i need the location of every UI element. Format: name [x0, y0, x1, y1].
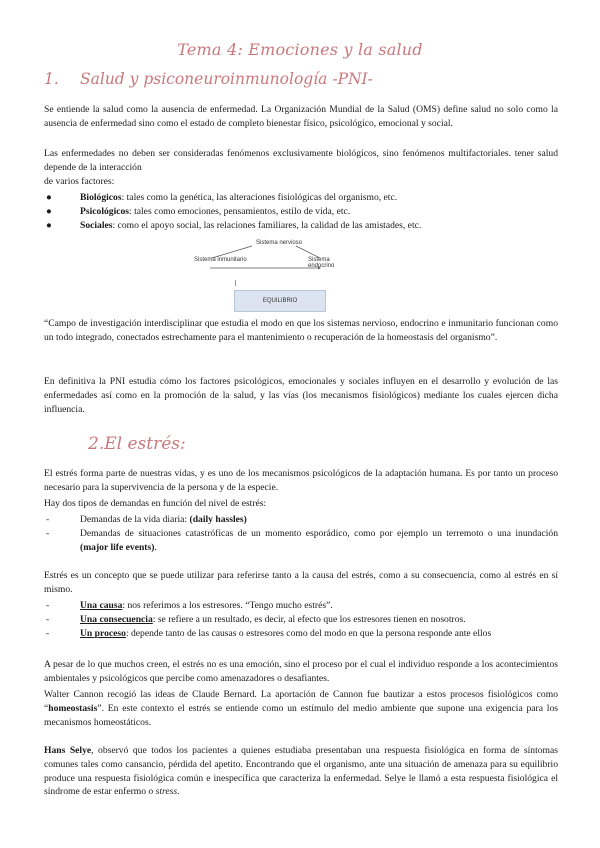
paragraph-pni-summary: En definitiva la PNI estudia cómo los factores psicológicos, emocionales y sociales influyen en el desarrollo y evolución de las enfermedades así como en la promoción de la salud, y las vías (los mecanismos fisiológicos) mediante los cuales ejercen dicha influencia. — [44, 376, 558, 415]
page-title: Tema 4: Emociones y la salud — [177, 40, 423, 59]
demand-text: Demandas de situaciones catastróficas de un momento esporádico, como por ejemplo un terremoto o una inundación — [80, 527, 558, 539]
diagram-label-nervous: Sistema nervioso — [256, 240, 303, 246]
use-text: : se refiere a un resultado, es decir, al efecto que los estresores tienen en nosotros. — [152, 613, 466, 625]
factor-term: Psicológicos — [80, 206, 130, 218]
diagram-label-endocrine: Sistema endocrino — [308, 257, 335, 269]
factor-list — [44, 191, 558, 234]
demand-bold: (daily hassles) — [189, 514, 247, 525]
selye-tail: . — [177, 786, 180, 798]
paragraph-health-definition: Se entiende la salud como la ausencia de enfermedad. La Organización Mundial de la Salud (OMS) define salud no solo como la ausencia de enfermedad sino como el estado de completo bienestar físico, psicológico, emocional y social. — [44, 104, 558, 129]
stress-uses-list — [44, 599, 558, 640]
dash-marker: - — [46, 627, 50, 639]
paragraph-stress-concept: Estrés es un concepto que se puede utilizar para referirse tanto a la causa del estrés, como a su consecuencia, como al estrés en sí mismo. — [44, 570, 558, 595]
bullet-icon: ● — [46, 206, 52, 218]
selye-text: , observó que todos los pacientes a quienes estudiaba presentaban una respuesta fisiológica en forma de síntomas comunes tales como cansancio, pérdida del apetito. Encontrando que el organismo, ante una situación de amenaza para su equilibrio produce una respuesta fisiológica común e inespecífica que caracteriza la enfermedad. Selye le llamó a esta respuesta fisiológica el síndrome de estar enfermo o — [44, 745, 558, 798]
list-item — [44, 613, 558, 627]
paragraph-factors-intro: de varios factores: — [44, 176, 115, 187]
paragraph-stress-intro: El estrés forma parte de nuestras vidas, y es uno de los mecanismos psicológicos de la adaptación humana. Es por tanto un proceso necesario para la supervivencia de la persona y de la especie. — [44, 468, 558, 493]
bullet-icon: ● — [46, 220, 52, 232]
pni-definition-quote: “Campo de investigación interdisciplinar que estudia el modo en que los sistemas nervioso, endocrino e inmunitario funcionan como un todo integrado, conectados estrechamente para el mantenimiento o recuperación de la homeostasis del organismo”. — [44, 318, 558, 343]
use-text: : nos referimos a los estresores. “Tengo mucho estrés”. — [122, 600, 333, 611]
paragraph-cannon — [44, 688, 558, 729]
factor-text: : tales como la genética, las alteraciones fisiológicas del organismo, etc. — [121, 192, 398, 203]
list-item — [44, 191, 558, 205]
use-text: : depende tanto de las causas o estresores como del modo en que la persona responde ante ellos — [125, 627, 492, 639]
demand-list — [44, 513, 558, 554]
cannon-text-1: Walter Cannon recogió las ideas de Claude Bernard. La aportación de Cannon fue bautizar a estos procesos fisiológicos como “ — [44, 689, 558, 714]
selye-name: Hans Selye — [44, 745, 92, 756]
list-item — [44, 627, 558, 641]
section-1-heading-text: Salud y psiconeuroinmunología -PNI- — [80, 70, 373, 88]
dash-marker: - — [46, 600, 50, 611]
diagram-equilibrium-box: EQUILIBRIO — [234, 290, 326, 312]
factor-term: Sociales — [80, 220, 113, 232]
stress-term: stress — [155, 786, 178, 798]
demand-bold: (major life events) — [80, 541, 155, 553]
factor-text: : como el apoyo social, las relaciones familiares, la calidad de las amistades, etc. — [112, 220, 422, 232]
paragraph-multifactorial: Las enfermedades no deben ser consideradas fenómenos exclusivamente biológicos, sino fenómenos multifactoriales. tener salud depende de la interacción — [44, 148, 558, 173]
diagram-label-immune: Sistema inmunitario — [194, 257, 247, 263]
paragraph-selye — [44, 744, 558, 799]
list-item — [44, 527, 558, 555]
dash-marker: - — [46, 514, 50, 525]
section-1-heading — [44, 70, 373, 88]
factor-text: : tales como emociones, pensamientos, estilo de vida, etc. — [129, 206, 351, 218]
demand-text: Demandas de la vida diaria: — [80, 514, 190, 525]
dash-marker: - — [46, 527, 50, 539]
section-1-number: 1. — [44, 70, 59, 88]
homeostasis-term: homeostasis — [48, 702, 98, 714]
factor-term: Biológicos — [80, 192, 122, 203]
bullet-icon: ● — [46, 192, 52, 203]
list-item — [44, 205, 558, 219]
use-term: Una consecuencia — [80, 613, 153, 625]
cannon-text-2: ”. En este contexto el estrés se entiende como un estímulo del medio ambiente que supone una exigencia para los mecanismos homeostáticos. — [44, 702, 558, 728]
list-item — [44, 599, 558, 613]
paragraph-stress-not-emotion: A pesar de lo que muchos creen, el estrés no es una emoción, sino el proceso por el cual el individuo responde a los acontecimientos ambientales y psicológicos que percibe como amenazadores o desafiantes. — [44, 659, 558, 684]
demand-tail: . — [154, 541, 157, 553]
paragraph-demand-types: Hay dos tipos de demandas en función del nivel de estrés: — [44, 498, 267, 509]
diagram-connector — [235, 280, 236, 286]
use-term: Un proceso — [80, 627, 126, 639]
section-2-heading: 2.El estrés: — [88, 434, 186, 454]
list-item — [44, 219, 558, 233]
list-item — [44, 513, 558, 527]
use-term: Una causa — [80, 600, 123, 611]
dash-marker: - — [46, 613, 50, 625]
